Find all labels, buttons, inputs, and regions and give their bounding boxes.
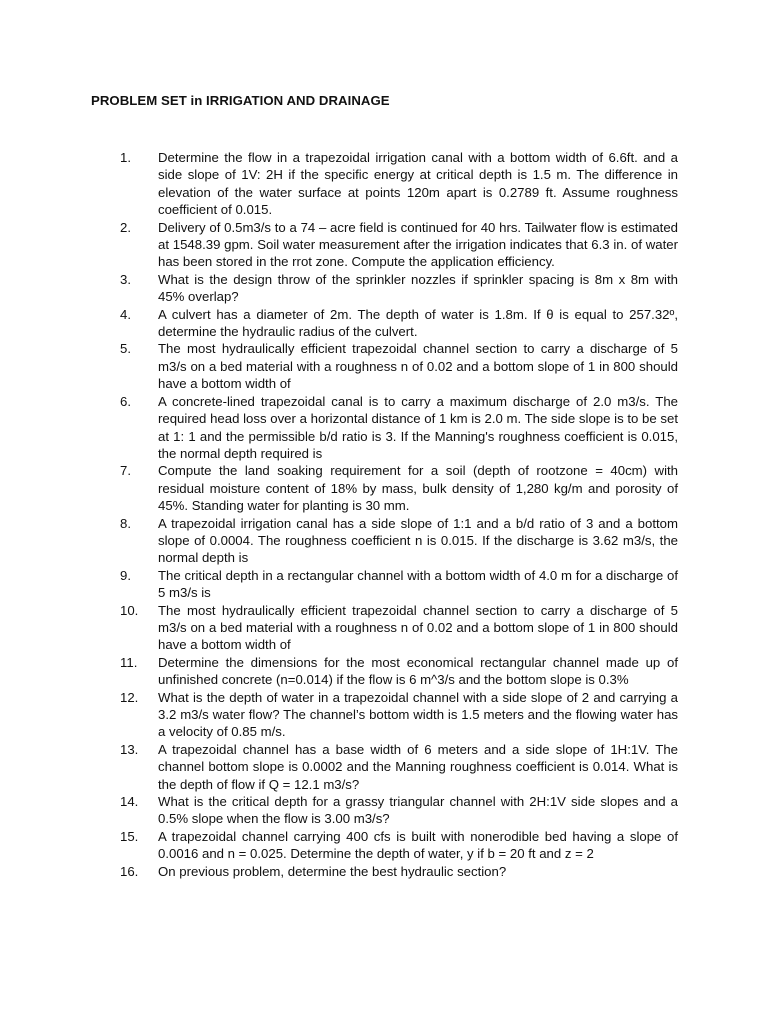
problem-item <box>120 654 678 689</box>
problem-number: 13. <box>120 741 139 757</box>
problem-text: A concrete-lined trapezoidal canal is to carry a maximum discharge of 2.0 m3/s. The required head loss over a horizontal distance of 1 km is 2.0 m. The side slope is to be set at 1: 1 and the permissible b/d ratio is 3. If the Manning's roughness coefficient is 0.015, the normal depth required is <box>158 393 678 461</box>
problem-number: 8. <box>120 515 131 531</box>
problem-item <box>120 602 678 654</box>
problem-number: 9. <box>120 567 131 583</box>
problem-number: 11. <box>120 654 138 670</box>
problem-number: 2. <box>120 219 131 235</box>
problem-text: Determine the dimensions for the most economical rectangular channel made up of unfinished concrete (n=0.014) if the flow is 6 m^3/s and the bottom slope is 0.3% <box>158 654 678 688</box>
problem-number: 10. <box>120 602 139 618</box>
problem-list <box>120 149 678 880</box>
problem-item <box>120 306 678 341</box>
problem-item <box>120 393 678 463</box>
problem-item <box>120 741 678 793</box>
problem-text: Delivery of 0.5m3/s to a 74 – acre field is continued for 40 hrs. Tailwater flow is estimated at 1548.39 gpm. Soil water measurement after the irrigation indicates that 6.3 in. of water has been stored in the rrot zone. Compute the application efficiency. <box>158 219 678 270</box>
problem-text: A trapezoidal channel carrying 400 cfs is built with nonerodible bed having a slope of 0.0016 and n = 0.025. Determine the depth of water, y if b = 20 ft and z = 2 <box>158 828 678 862</box>
problem-text: A culvert has a diameter of 2m. The depth of water is 1.8m. If θ is equal to 257.32º, determine the hydraulic radius of the culvert. <box>158 306 678 340</box>
problem-item <box>120 689 678 741</box>
problem-number: 7. <box>120 463 131 479</box>
problem-text: Determine the flow in a trapezoidal irrigation canal with a bottom width of 6.6ft. and a side slope of 1V: 2H if the specific energy at critical depth is 1.5 m. The difference in elevation of the water surface at points 120m apart is 0.2789 ft. Assume roughness coefficient of 0.015. <box>158 150 678 218</box>
problem-number: 4. <box>120 306 131 322</box>
page-title: PROBLEM SET in IRRIGATION AND DRAINAGE <box>91 93 390 108</box>
problem-text: The most hydraulically efficient trapezoidal channel section to carry a discharge of 5 m3/s on a bed material with a roughness n of 0.02 and a bottom slope of 1 in 800 should have a bottom width of <box>158 602 678 653</box>
problem-number: 3. <box>120 271 131 287</box>
problem-text: A trapezoidal channel has a base width of 6 meters and a side slope of 1H:1V. The channel bottom slope is 0.0002 and the Manning roughness coefficient is 0.014. What is the depth of flow if Q = 12.1 m3/s? <box>158 741 678 792</box>
problem-item <box>120 515 678 567</box>
problem-number: 12. <box>120 689 139 705</box>
problem-text: On previous problem, determine the best hydraulic section? <box>158 863 507 879</box>
problem-text: What is the depth of water in a trapezoidal channel with a side slope of 2 and carrying a 3.2 m3/s water flow? The channel’s bottom width is 1.5 meters and the flowing water has a velocity of 0.85 m/s. <box>158 689 678 740</box>
problem-text: Compute the land soaking requirement for a soil (depth of rootzone = 40cm) with residual moisture content of 18% by mass, bulk density of 1,280 kg/m and porosity of 45%. Standing water for planting is 30 mm. <box>158 463 678 514</box>
problem-text: A trapezoidal irrigation canal has a side slope of 1:1 and a b/d ratio of 3 and a bottom slope of 0.0004. The roughness coefficient n is 0.015. If the discharge is 3.62 m3/s, the normal depth is <box>158 515 678 566</box>
problem-number: 1. <box>120 150 131 165</box>
problem-number: 14. <box>120 794 139 810</box>
problem-item <box>120 828 678 863</box>
problem-item <box>120 793 678 828</box>
problem-item <box>120 340 678 392</box>
problem-item <box>120 863 678 880</box>
problem-number: 6. <box>120 393 131 409</box>
problem-number: 5. <box>120 341 131 357</box>
problem-text: What is the design throw of the sprinkler nozzles if sprinkler spacing is 8m x 8m with 45% overlap? <box>158 271 678 305</box>
problem-item <box>120 462 678 514</box>
problem-item <box>120 271 678 306</box>
problem-number: 15. <box>120 828 139 844</box>
problem-text: The most hydraulically efficient trapezoidal channel section to carry a discharge of 5 m3/s on a bed material with a roughness n of 0.02 and a bottom slope of 1 in 800 should have a bottom width of <box>158 341 678 392</box>
problem-text: What is the critical depth for a grassy triangular channel with 2H:1V side slopes and a 0.5% slope when the flow is 3.00 m3/s? <box>158 794 678 827</box>
problem-item <box>120 567 678 602</box>
problem-item <box>120 219 678 271</box>
problem-item <box>120 149 678 219</box>
problem-text: The critical depth in a rectangular channel with a bottom width of 4.0 m for a discharge of 5 m3/s is <box>158 567 678 601</box>
problem-number: 16. <box>120 863 139 879</box>
